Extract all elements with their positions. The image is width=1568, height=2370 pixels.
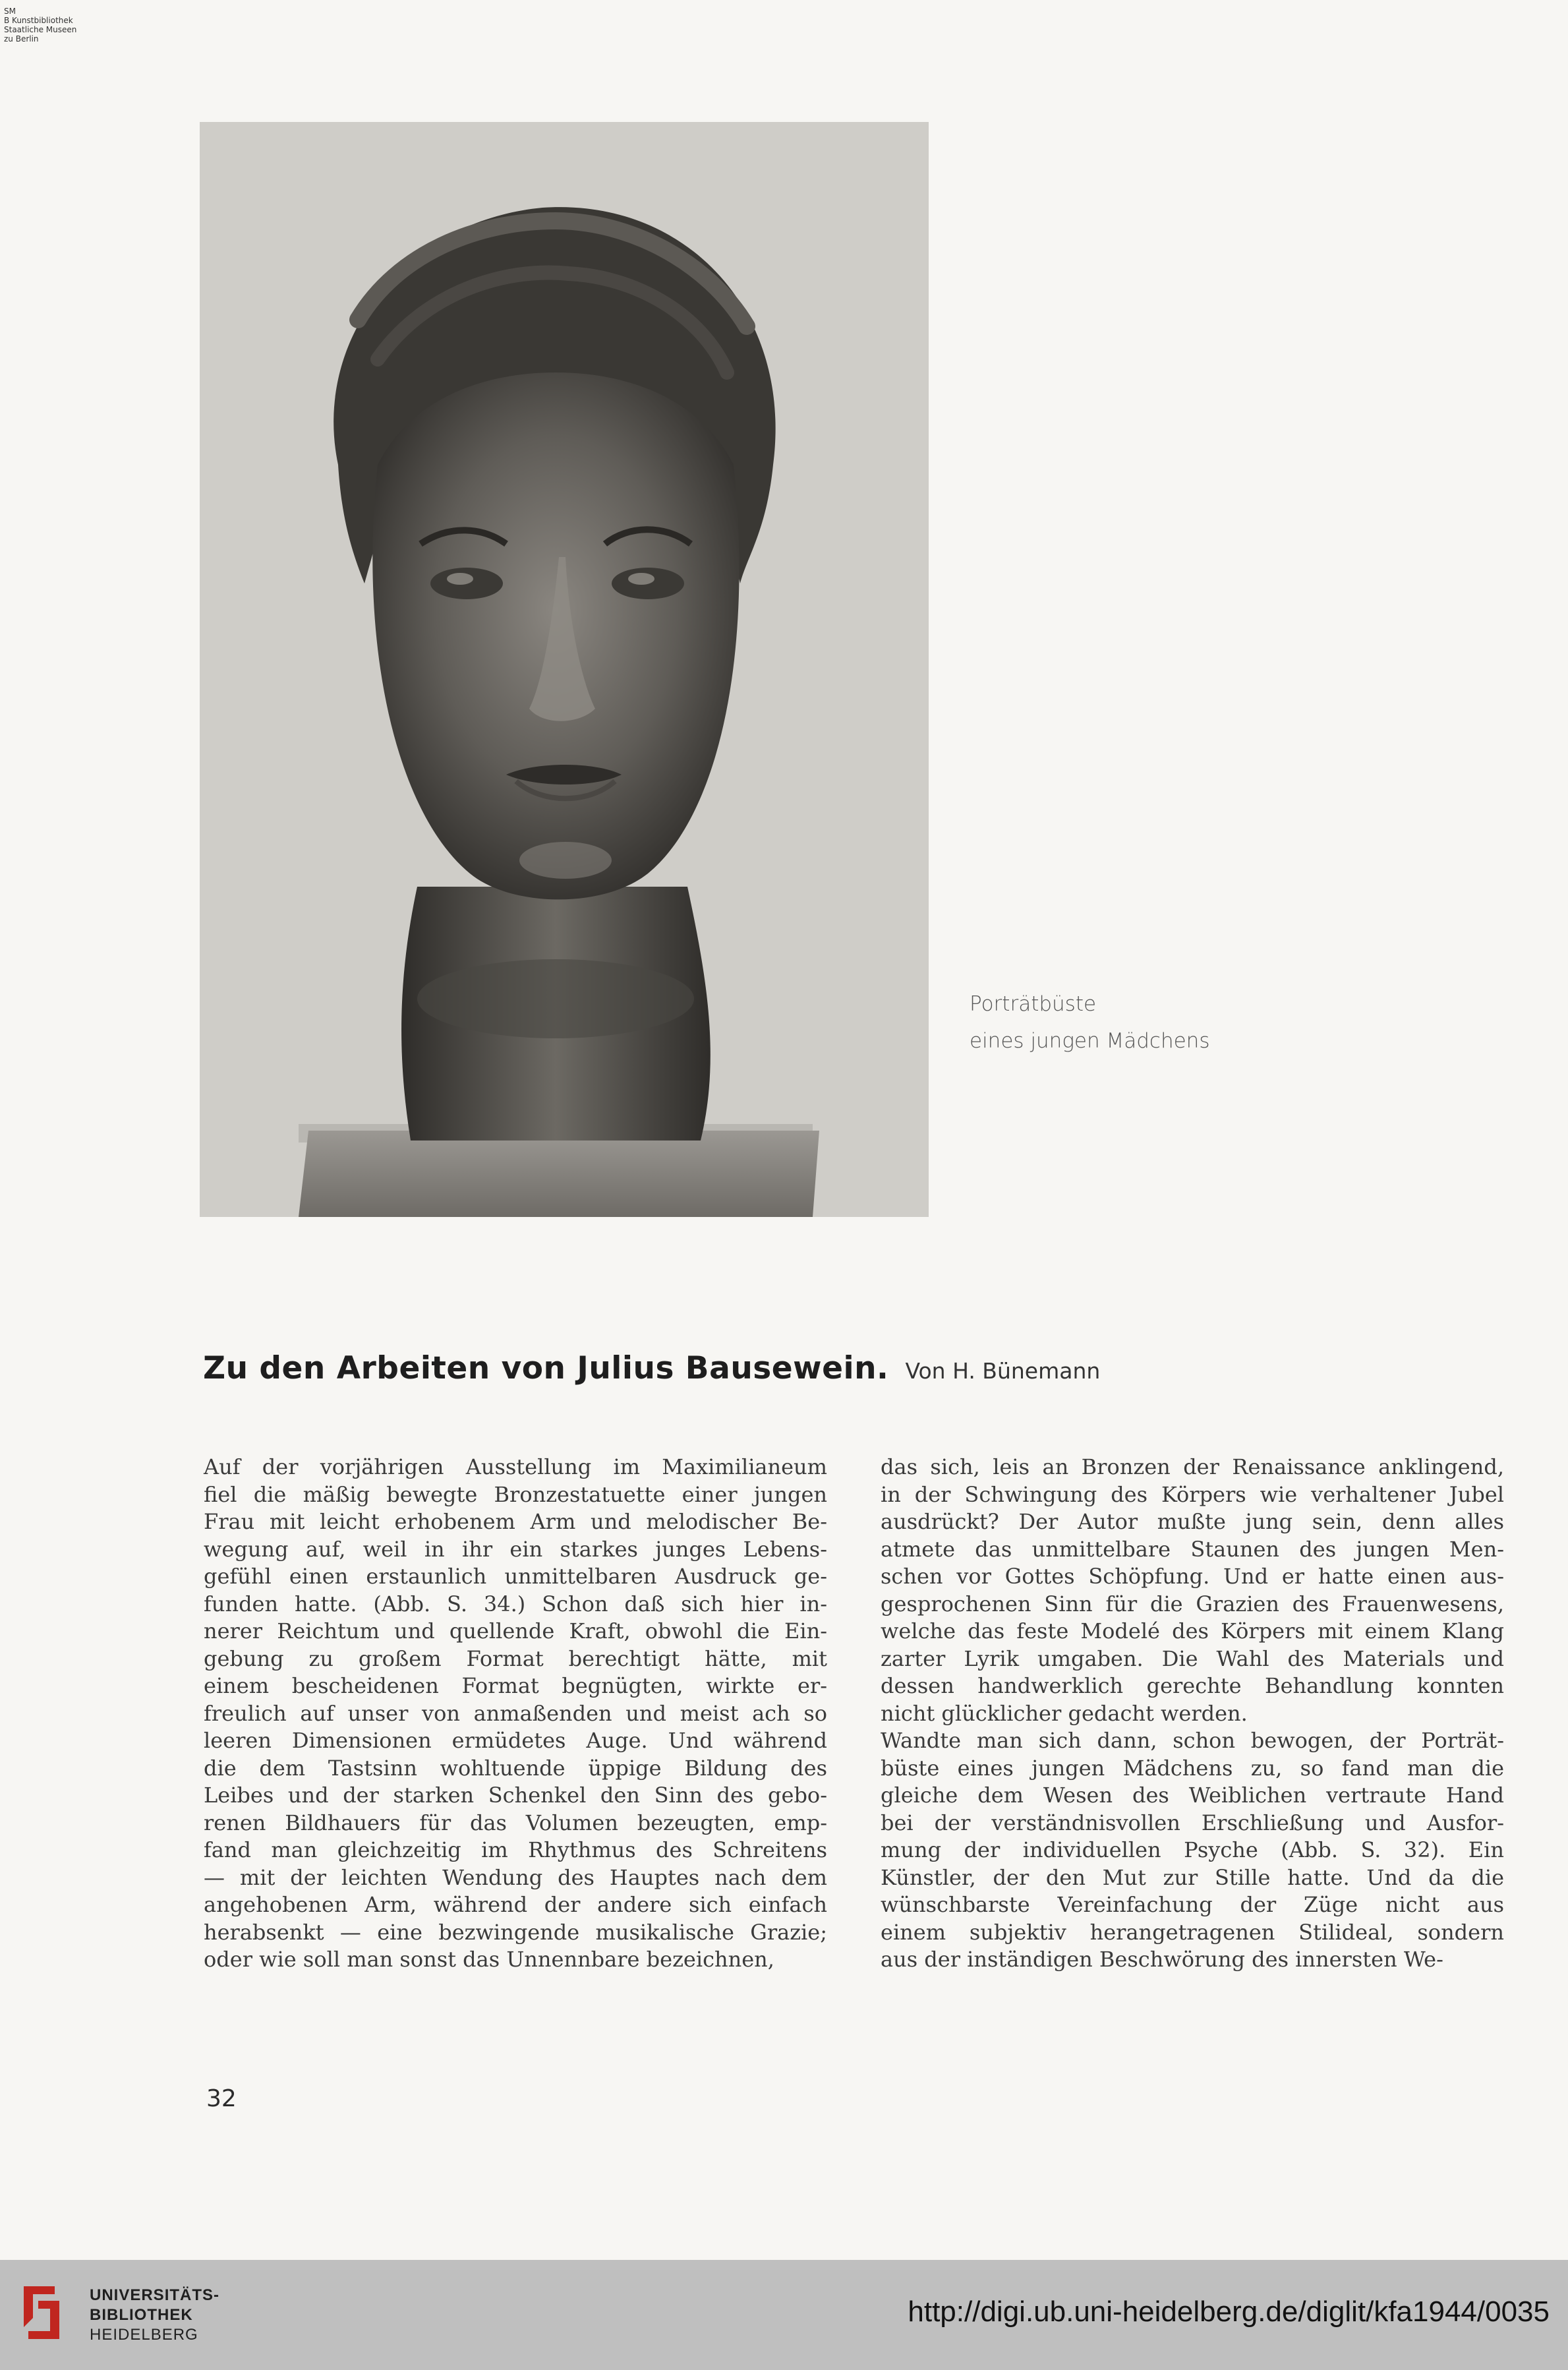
stamp-line: B Kunstbibliothek [4,16,73,25]
library-logo-text [90,2286,219,2345]
text-line: wegung auf, weil in ihr ein starkes junges Lebens- [204,1536,827,1562]
text-line: Wandte man sich dann, schon bewogen, der Porträt- [881,1728,1504,1753]
source-url[interactable]: http://digi.ub.uni-heidelberg.de/diglit/kfa1944/0035 [908,2296,1550,2328]
text-line: in der Schwingung des Körpers wie verhaltener Jubel [881,1481,1504,1507]
text-line: fand man gleichzeitig im Rhythmus des Schreitens [204,1837,827,1862]
text-line: Künstler, der den Mut zur Stille hatte. Und da die [881,1864,1504,1890]
text-line: einem bescheidenen Format begnügten, wirkte er- [204,1673,827,1698]
text-line: angehobenen Arm, während der andere sich einfach [204,1892,827,1917]
text-line: gefühl einen erstaunlich unmittelbaren Ausdruck ge- [204,1564,827,1589]
text-line: — mit der leichten Wendung des Hauptes nach dem [204,1864,827,1890]
text-line: das sich, leis an Bronzen der Renaissance anklingend, [881,1454,1504,1479]
page-number: 32 [206,2085,237,2112]
text-line: Auf der vorjährigen Ausstellung im Maximilianeum [204,1454,827,1479]
text-line: wünschbarste Vereinfachung der Züge nicht aus [881,1892,1504,1917]
logo-line: UNIVERSITÄTS- [90,2286,220,2304]
library-logo-icon [18,2280,65,2346]
stamp-line: SM [4,7,16,16]
text-line: bei der verständnisvollen Erschließung und Ausfor- [881,1810,1504,1835]
text-line: ausdrückt? Der Autor mußte jung sein, denn alles [881,1509,1504,1534]
bust-illustration [200,122,929,1217]
text-line: gesprochenen Sinn für die Grazien des Frauenwesens, [881,1591,1504,1616]
text-line: zarter Lyrik umgaben. Die Wahl des Materials und [881,1645,1504,1671]
text-line: oder wie soll man sonst das Unnennbare bezeichnen, [204,1947,774,1972]
text-line: renen Bildhauers für das Volumen bezeugten, emp- [204,1810,827,1835]
text-line: freulich auf unser von anmaßenden und meist ach so [204,1700,827,1726]
text-line: fiel die mäßig bewegte Bronzestatuette einer jungen [204,1481,827,1507]
text-line: dessen handwerklich gerechte Behandlung konnten [881,1673,1504,1698]
text-line: atmete das unmittelbare Staunen des jungen Men- [881,1536,1504,1562]
right-text-column [881,1454,1504,1974]
text-line: aus der inständigen Beschwörung des innersten We- [881,1947,1443,1972]
text-line: gebung zu großem Format berechtigt hätte, mit [204,1645,827,1671]
text-line: einem subjektiv herangetragenen Stilideal, sondern [881,1919,1504,1945]
text-line: mung der individuellen Psyche (Abb. S. 32). Ein [881,1837,1504,1862]
text-line: die dem Tastsinn wohltuende üppige Bildung des [204,1755,827,1781]
text-line: herabsenkt — eine bezwingende musikalische Grazie; [204,1919,827,1945]
text-line: welche das feste Modelé des Körpers mit einem Klang [881,1618,1504,1644]
text-line: nerer Reichtum und quellende Kraft, obwohl die Ein- [204,1618,827,1644]
stamp-line: zu Berlin [4,34,39,44]
text-line: schen vor Gottes Schöpfung. Und er hatte einen aus- [881,1564,1504,1589]
text-line: büste eines jungen Mädchens zu, so fand man die [881,1755,1504,1781]
figure-caption [970,986,1209,1059]
text-line: Leibes und der starken Schenkel den Sinn des gebo- [204,1783,827,1808]
article-heading [203,1350,1100,1386]
text-line: leeren Dimensionen ermüdetes Auge. Und während [204,1728,827,1753]
stamp-line: Staatliche Museen [4,25,77,34]
text-line: gleiche dem Wesen des Weiblichen vertraute Hand [881,1783,1504,1808]
caption-line: eines jungen Mädchens [970,1029,1210,1053]
bust-photograph [200,122,929,1217]
library-stamp [4,7,76,44]
article-title: Zu den Arbeiten von Julius Bausewein. [203,1350,889,1386]
left-text-column [204,1454,827,1974]
text-line: funden hatte. (Abb. S. 34.) Schon daß sich hier in- [204,1591,827,1616]
text-line: nicht glücklicher gedacht werden. [881,1700,1248,1726]
logo-line: BIBLIOTHEK [90,2306,193,2324]
article-author: Von H. Bünemann [905,1358,1101,1384]
logo-line: HEIDELBERG [90,2326,198,2344]
footer-bar [0,2260,1568,2370]
text-line: Frau mit leicht erhobenem Arm und melodischer Be- [204,1509,827,1534]
caption-line: Porträtbüste [970,992,1097,1016]
